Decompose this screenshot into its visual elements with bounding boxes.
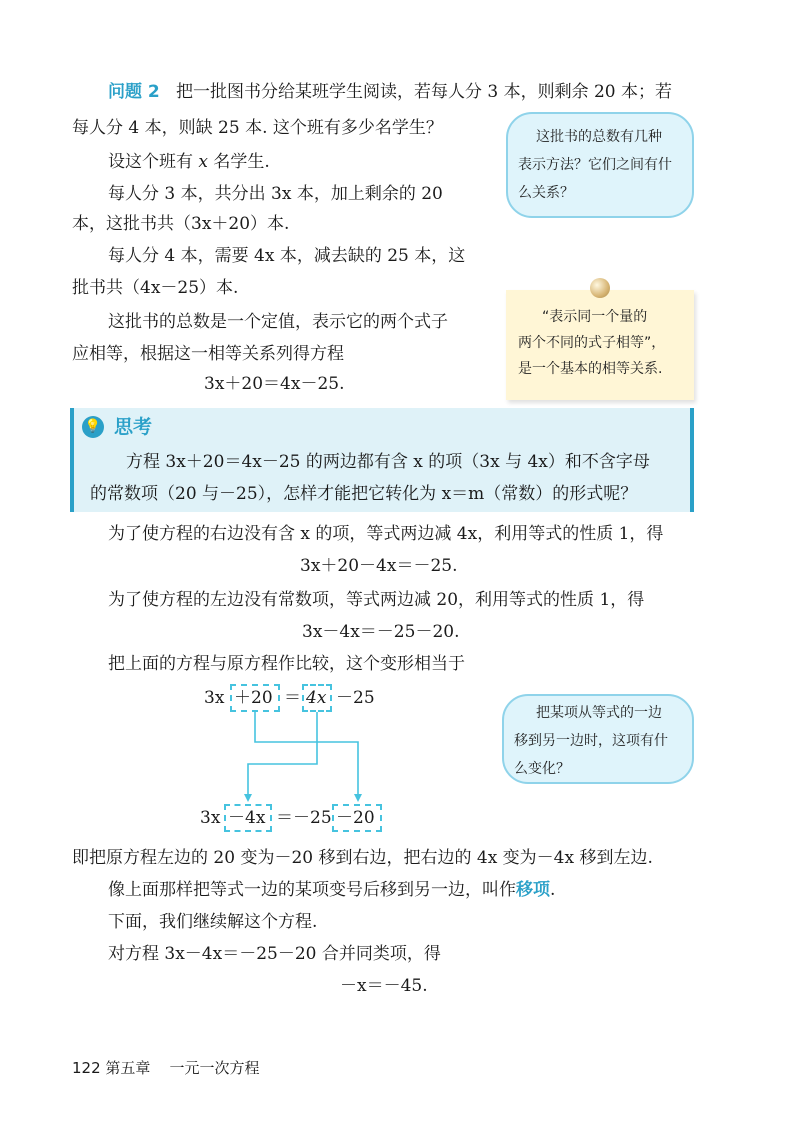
- step-1: 为了使方程的右边没有含 x 的项，等式两边减 4x，利用等式的性质 1，得: [108, 524, 664, 544]
- diagram-top-plus20: ＋20: [234, 688, 273, 708]
- step-3: 把上面的方程与原方程作比较，这个变形相当于: [108, 654, 465, 674]
- note1-line-3: 么关系？: [518, 185, 574, 201]
- think-box-right-border: [690, 408, 694, 512]
- think-title: 思考: [114, 416, 153, 438]
- arrow-plus20-to-right: [255, 712, 358, 798]
- sticky-line-1: “表示同一个量的: [542, 309, 648, 325]
- note2-line-2: 移到另一边时，这项有什: [514, 733, 668, 749]
- diagram-bottom-3x: 3x: [200, 808, 221, 828]
- after-line-4: 对方程 3x－4x＝－25－20 合并同类项，得: [108, 944, 441, 964]
- lightbulb-icon: 💡: [82, 416, 104, 438]
- think-line-2: 的常数项（20 与－25），怎样才能把它转化为 x＝m（常数）的形式呢？: [90, 484, 638, 504]
- problem-label: 问题 2: [108, 82, 160, 102]
- diagram-bottom-minus20: －20: [336, 808, 375, 828]
- setup-line: [108, 150, 270, 174]
- definition-text: 像上面那样把等式一边的某项变号后移到另一边，叫作: [108, 880, 516, 900]
- setup-var: x: [198, 152, 208, 172]
- setup-text-b: 名学生.: [208, 152, 270, 172]
- para1-line-1: 每人分 3 本，共分出 3x 本，加上剩余的 20: [108, 184, 443, 204]
- arrow-4x-to-left: [248, 712, 317, 798]
- problem-line-2: 每人分 4 本，则缺 25 本. 这个班有多少名学生？: [72, 118, 443, 138]
- diagram-top-eq: ＝: [284, 688, 301, 708]
- para3-line-1: 这批书的总数是一个定值，表示它的两个式子: [108, 312, 448, 332]
- equation-1: 3x＋20＝4x－25.: [204, 374, 345, 394]
- note1-line-2: 表示方法？它们之间有什: [518, 157, 672, 173]
- page-number: 122: [72, 1059, 101, 1077]
- setup-text-a: 设这个班有: [108, 152, 199, 172]
- page-footer: [72, 1058, 260, 1078]
- diagram-top-3x: 3x: [204, 688, 225, 708]
- think-line-1: 方程 3x＋20＝4x－25 的两边都有含 x 的项（3x 与 4x）和不含字母: [126, 452, 650, 472]
- diagram-bottom-minus4x: －4x: [228, 808, 266, 828]
- diagram-top-4x: 4x: [306, 688, 327, 708]
- para2-line-2: 批书共（4x－25）本.: [72, 278, 239, 298]
- definition-end: .: [550, 880, 556, 900]
- chapter-label: 第五章: [105, 1059, 151, 1077]
- sticky-line-2: 两个不同的式子相等”，: [518, 335, 666, 351]
- note2-line-1: 把某项从等式的一边: [536, 705, 662, 721]
- note2-line-3: 么变化？: [514, 761, 570, 777]
- para3-line-2: 应相等，根据这一相等关系列得方程: [72, 344, 344, 364]
- pushpin-icon: [590, 278, 610, 298]
- note1-line-1: 这批书的总数有几种: [536, 129, 662, 145]
- step-2: 为了使方程的左边没有常数项，等式两边减 20，利用等式的性质 1，得: [108, 590, 645, 610]
- equation-2: 3x＋20－4x＝－25.: [300, 556, 458, 576]
- equation-4: －x＝－45.: [340, 976, 428, 996]
- after-line-3: 下面，我们继续解这个方程.: [108, 912, 318, 932]
- equation-3: 3x－4x＝－25－20.: [302, 622, 460, 642]
- problem-line-1: [108, 80, 672, 104]
- after-line-2: [108, 878, 555, 902]
- after-line-1: 即把原方程左边的 20 变为－20 移到右边，把右边的 4x 变为－4x 移到左边.: [72, 848, 653, 868]
- para2-line-1: 每人分 4 本，需要 4x 本，减去缺的 25 本，这: [108, 246, 466, 266]
- definition-term: 移项: [516, 880, 550, 900]
- problem-text-1: 把一批图书分给某班学生阅读，若每人分 3 本，则剩余 20 本；若: [175, 82, 673, 102]
- diagram-bottom-eq: ＝－25: [276, 808, 332, 828]
- sticky-line-3: 是一个基本的相等关系.: [518, 361, 663, 377]
- diagram-top-minus25: －25: [336, 688, 375, 708]
- chapter-title: 一元一次方程: [169, 1059, 260, 1077]
- para1-line-2: 本，这批书共（3x＋20）本.: [72, 214, 290, 234]
